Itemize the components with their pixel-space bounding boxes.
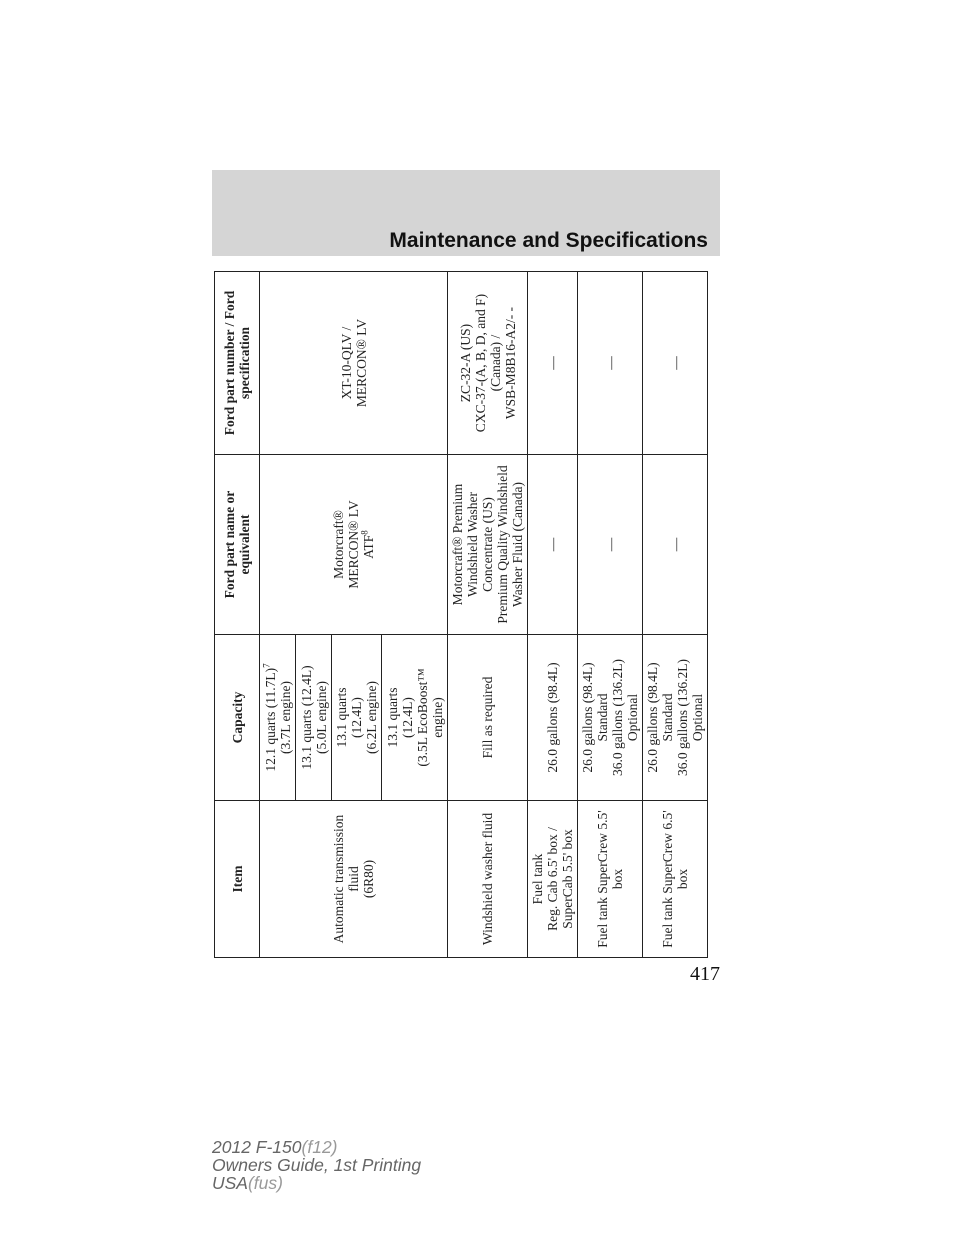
part-name-transmission: Motorcraft® MERCON® LV ATF$^8$ [260,455,448,635]
footer-line-market: USA(fus) [212,1173,283,1193]
item-washer: Windshield washer fluid [448,801,528,958]
part-number-fuel-crew55: — [578,272,643,455]
header-capacity: Capacity [215,635,260,801]
item-fuel-reg: Fuel tank Reg. Cab 6.5' box / SuperCab 5.5' box [528,801,578,958]
part-name-fuel-reg: — [528,455,578,635]
header-part-number: Ford part number / Ford specification [215,272,260,455]
capacity-transmission-50: 13.1 quarts (12.4L) (5.0L engine) [296,635,332,801]
part-number-fuel-crew65: — [643,272,708,455]
part-number-fuel-reg: — [528,272,578,455]
item-transmission: Automatic transmission fluid (6R80) [260,801,448,958]
specifications-table [214,271,708,958]
capacity-fuel-reg: 26.0 gallons (98.4L) [528,635,578,801]
specifications-table-wrapper [214,272,705,958]
header-part-name: Ford part name or equivalent [215,455,260,635]
part-name-fuel-crew55: — [578,455,643,635]
capacity-transmission-37: 12.1 quarts $(11.7L)^7$ (3.7L engine) [260,635,296,801]
capacity-fuel-crew65: 26.0 gallons (98.4L) Standard 36.0 gallons (136.2L) Optional [643,635,708,801]
table-row [643,272,708,958]
part-number-transmission: XT-10-QLV / MERCON® LV [260,272,448,455]
footer-line-edition: Owners Guide, 1st Printing [212,1155,422,1175]
footer-line-model: 2012 F-150(f12) [212,1137,338,1157]
print-footer [212,1138,421,1192]
header-item: Item [215,801,260,958]
page-number: 417 [690,963,720,985]
capacity-washer: Fill as required [448,635,528,801]
table-row [260,272,296,958]
item-fuel-crew55: Fuel tank SuperCrew 5.5' box [578,801,643,958]
capacity-transmission-62: 13.1 quarts (12.4L) (6.2L engine) [332,635,382,801]
part-number-washer: ZC-32-A (US) CXC-37-(A, B, D, and F) (Canada) / WSB-M8B16-A2/- - [448,272,528,455]
section-title: Maintenance and Specifications [389,229,708,252]
table-row [528,272,578,958]
capacity-transmission-35-ecoboost: 13.1 quarts (12.4L) (3.5L EcoBoost™ engine) [382,635,448,801]
part-name-washer: Motorcraft® Premium Windshield Washer Concentrate (US) Premium Quality Windshield Washer Fluid (Canada) [448,455,528,635]
item-fuel-crew65: Fuel tank SuperCrew 6.5' box [643,801,708,958]
table-header-row [215,272,260,958]
part-name-fuel-crew65: — [643,455,708,635]
table-row [578,272,643,958]
capacity-fuel-crew55: 26.0 gallons (98.4L) Standard 36.0 gallons (136.2L) Optional [578,635,643,801]
table-row [448,272,528,958]
